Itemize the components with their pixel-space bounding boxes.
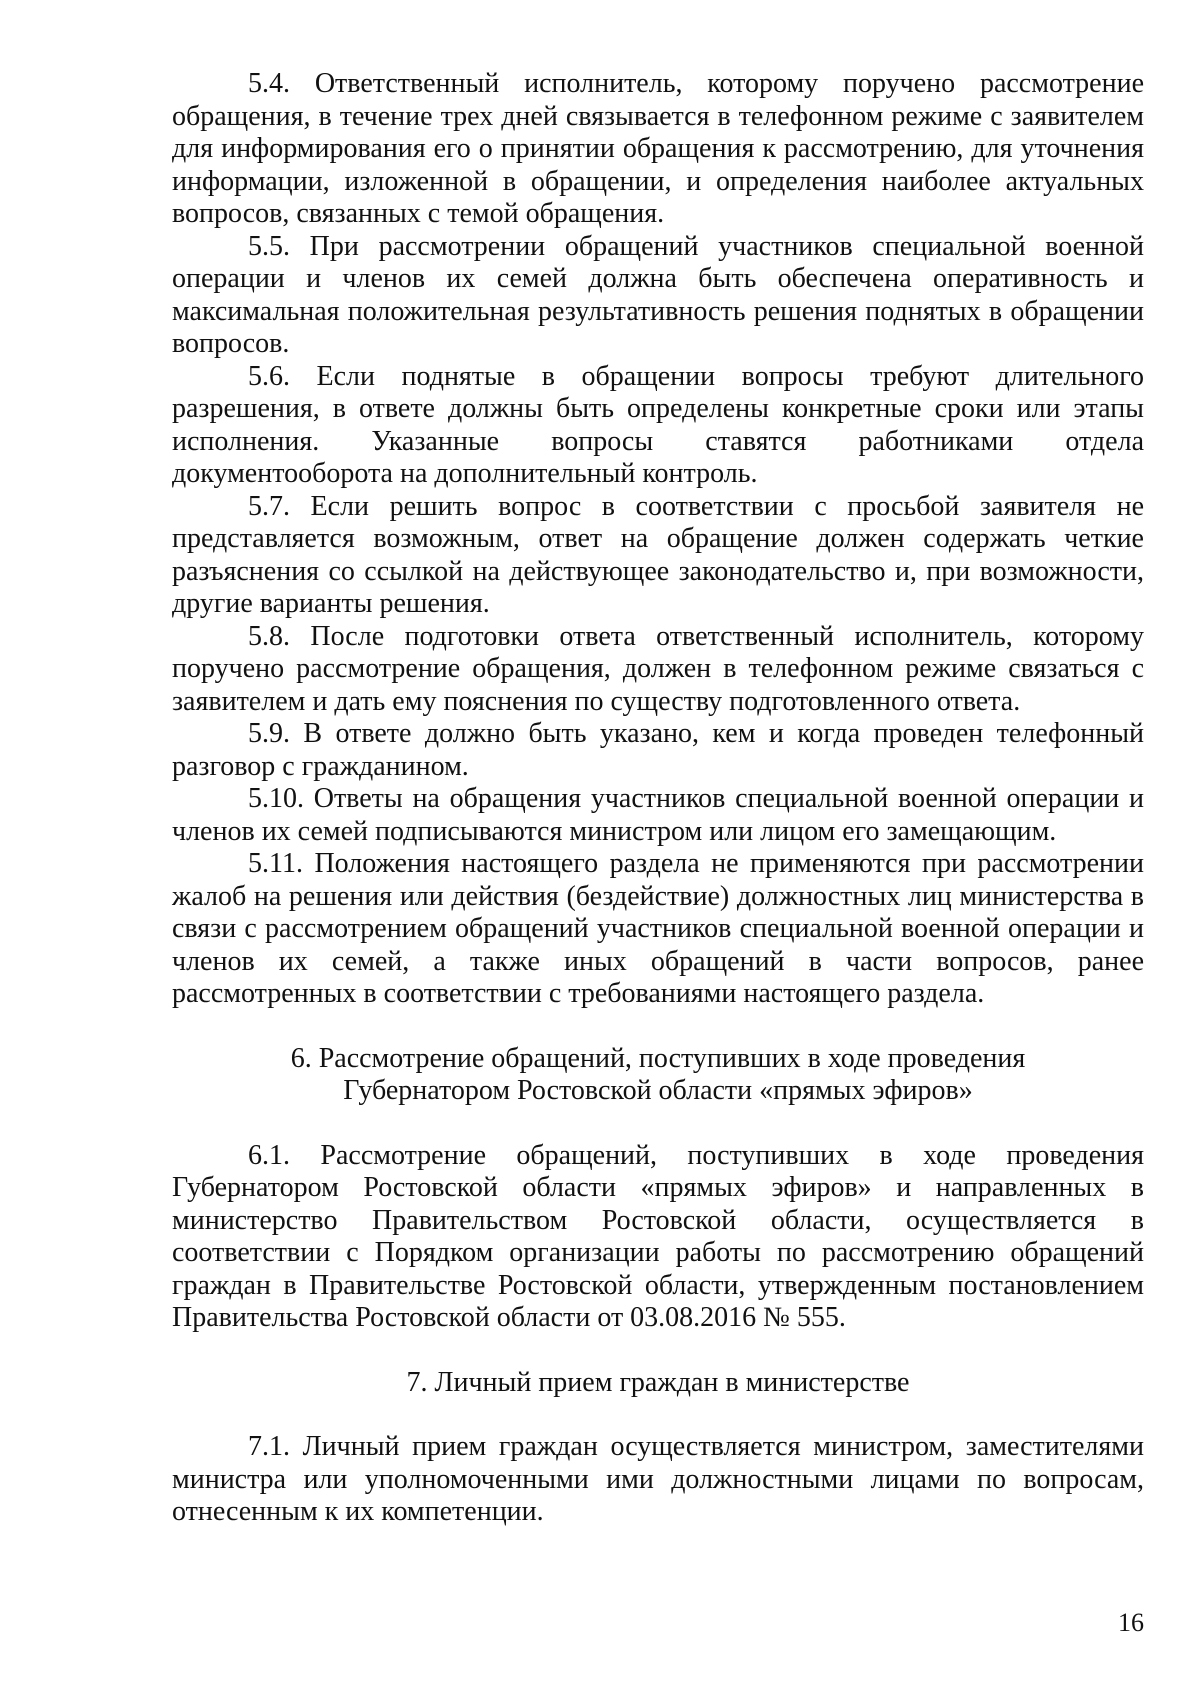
paragraph-5-9: 5.9. В ответе должно быть указано, кем и когда проведен телефонный разговор с гражданином.	[172, 718, 1144, 782]
document-page	[172, 68, 1144, 1529]
paragraph-5-4: 5.4. Ответственный исполнитель, которому поручено рассмотрение обращения, в течение трех дней связывается в телефонном режиме с заявителем для информирования его о принятии обращения к рассмотрению, для уточнения информации, изложенной в обращении, и определения наиболее актуальных вопросов, связанных с темой обращения.	[172, 68, 1144, 229]
paragraph-7-1: 7.1. Личный прием граждан осуществляется министром, заместителями министра или уполномоченными ими должностными лицами по вопросам, отнесенным к их компетенции.	[172, 1431, 1144, 1527]
section-6-heading	[172, 1043, 1144, 1108]
spacer	[172, 1399, 1144, 1431]
paragraph-5-7: 5.7. Если решить вопрос в соответствии с просьбой заявителя не представляется возможным, ответ на обращение должен содержать четкие разъяснения со ссылкой на действующее законодательство и, при возможности, другие варианты решения.	[172, 490, 1144, 619]
paragraph-6-1: 6.1. Рассмотрение обращений, поступивших в ходе проведения Губернатором Ростовской области «прямых эфиров» и направленных в министерство Правительством Ростовской области, осуществляется в соответствии с Порядком организации работы по рассмотрению обращений граждан в Правительстве Ростовской области, утвержденным постановлением Правительства Ростовской области от 03.08.2016 № 555.	[172, 1139, 1144, 1333]
section-6-heading-line-2: Губернатором Ростовской области «прямых эфиров»	[343, 1075, 973, 1106]
paragraph-5-6: 5.6. Если поднятые в обращении вопросы требуют длительного разрешения, в ответе должны быть определены конкретные сроки или этапы исполнения. Указанные вопросы ставятся работниками отдела документооборота на дополнительный контроль.	[172, 360, 1144, 489]
paragraph-5-5: 5.5. При рассмотрении обращений участников специальной военной операции и членов их семей должна быть обеспечена оперативность и максимальная положительная результативность решения поднятых в обращении вопросов.	[172, 230, 1144, 359]
paragraph-5-11: 5.11. Положения настоящего раздела не применяются при рассмотрении жалоб на решения или действия (бездействие) должностных лиц министерства в связи с рассмотрением обращений участников специальной военной операции и членов их семей, а также иных обращений в части вопросов, ранее рассмотренных в соответствии с требованиями настоящего раздела.	[172, 848, 1144, 1009]
page-number: 16	[1118, 1608, 1144, 1637]
section-6-heading-line-1: 6. Рассмотрение обращений, поступивших в ходе проведения	[290, 1042, 1026, 1074]
spacer	[172, 1335, 1144, 1367]
paragraph-5-10: 5.10. Ответы на обращения участников специальной военной операции и членов их семей подписываются министром или лицом его замещающим.	[172, 783, 1144, 847]
paragraph-5-8: 5.8. После подготовки ответа ответственный исполнитель, которому поручено рассмотрение обращения, должен в телефонном режиме связаться с заявителем и дать ему пояснения по существу подготовленного ответа.	[172, 620, 1144, 717]
spacer	[172, 1108, 1144, 1140]
section-7-heading: 7. Личный прием граждан в министерстве	[406, 1366, 910, 1398]
spacer	[172, 1011, 1144, 1043]
